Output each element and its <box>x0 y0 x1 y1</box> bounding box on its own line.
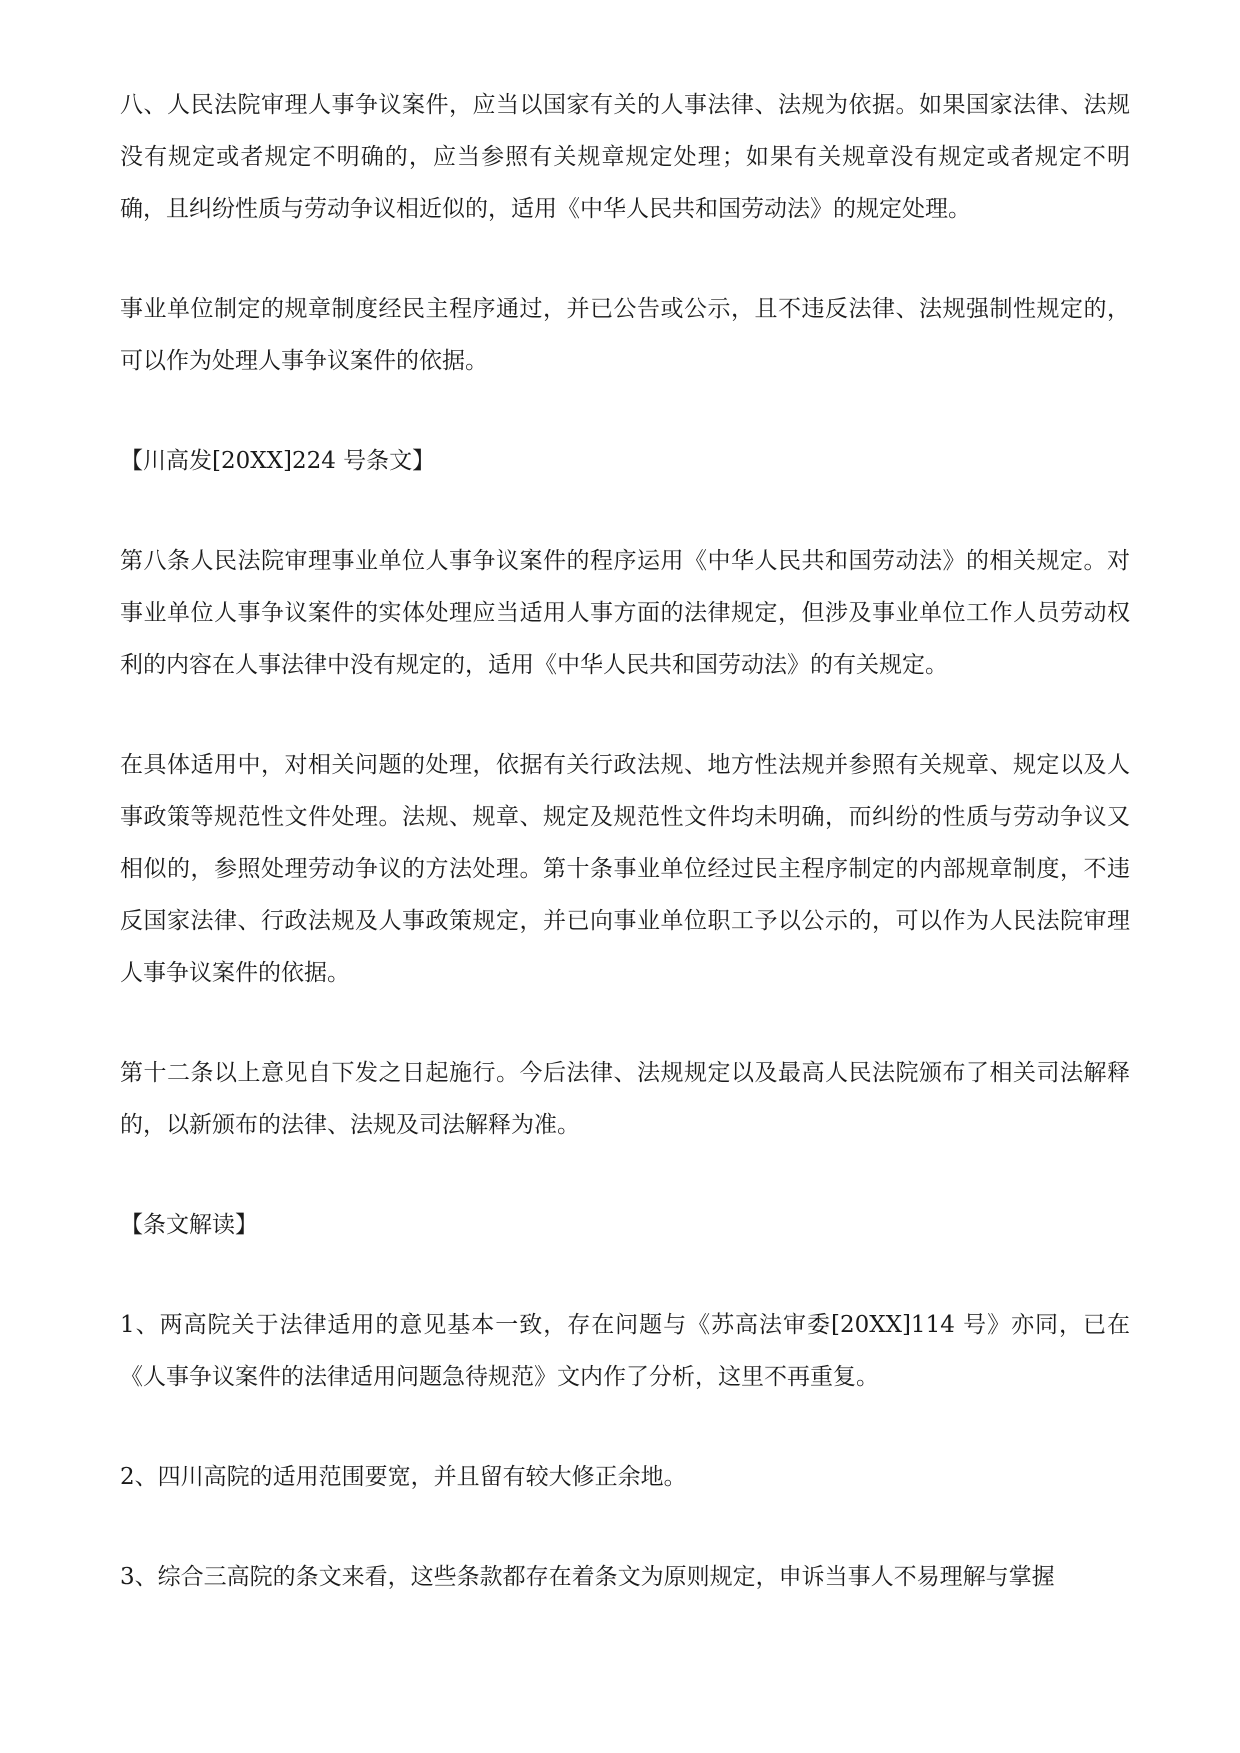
list-item-2: 2、四川高院的适用范围要宽，并且留有较大修正余地。 <box>120 1464 687 1490</box>
paragraph-rules-basis: 事业单位制定的规章制度经民主程序通过，并已公告或公示，且不违反法律、法规强制性规定的，可以作为处理人事争议案件的依据。 <box>120 296 1130 374</box>
paragraph-application: 在具体适用中，对相关问题的处理，依据有关行政法规、地方性法规并参照有关规章、规定以及人事政策等规范性文件处理。法规、规章、规定及规范性文件均未明确，而纠纷的性质与劳动争议又相似的，参照处理劳动争议的方法处理。第十条事业单位经过民主程序制定的内部规章制度，不违反国家法律、行政法规及人事政策规定，并已向事业单位职工予以公示的，可以作为人民法院审理人事争议案件的依据。 <box>120 752 1130 986</box>
paragraph-article-8: 八、人民法院审理人事争议案件，应当以国家有关的人事法律、法规为依据。如果国家法律、法规没有规定或者规定不明确的，应当参照有关规章规定处理；如果有关规章没有规定或者规定不明确，且纠纷性质与劳动争议相近似的，适用《中华人民共和国劳动法》的规定处理。 <box>120 92 1130 222</box>
list-item-1: 1、两高院关于法律适用的意见基本一致，存在问题与《苏高法审委[20XX]114 号》亦同，已在《人事争议案件的法律适用问题急待规范》文内作了分析，这里不再重复。 <box>120 1312 1130 1390</box>
section-heading-chuan: 【川高发[20XX]224 号条文】 <box>120 448 436 474</box>
list-item-3: 3、综合三高院的条文来看，这些条款都存在着条文为原则规定，申诉当事人不易理解与掌握 <box>120 1564 1055 1590</box>
paragraph-article-eighth: 第八条人民法院审理事业单位人事争议案件的程序运用《中华人民共和国劳动法》的相关规定。对事业单位人事争议案件的实体处理应当适用人事方面的法律规定，但涉及事业单位工作人员劳动权利的内容在人事法律中没有规定的，适用《中华人民共和国劳动法》的有关规定。 <box>120 548 1130 678</box>
document-body <box>120 79 1130 1651</box>
section-heading-interpretation: 【条文解读】 <box>120 1212 258 1238</box>
paragraph-article-twelfth: 第十二条以上意见自下发之日起施行。今后法律、法规规定以及最高人民法院颁布了相关司法解释的，以新颁布的法律、法规及司法解释为准。 <box>120 1060 1130 1138</box>
